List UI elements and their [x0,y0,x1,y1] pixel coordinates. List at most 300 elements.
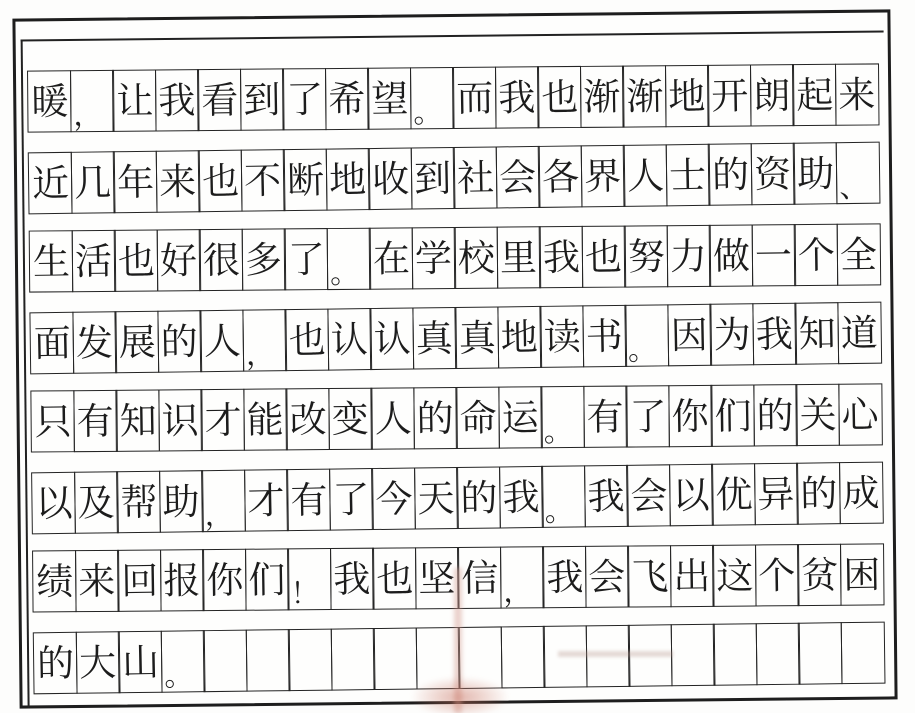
grid-cell [539,226,584,288]
grid-cell [837,302,882,365]
handwritten-character: 。 [412,94,443,130]
handwritten-character: 里 [499,235,538,280]
grid-cell [541,386,586,448]
handwritten-character: 年 [116,160,155,204]
handwritten-character: 你 [205,558,244,602]
handwritten-character: 认 [373,316,411,361]
grid-cell [456,387,501,449]
handwritten-character: 看 [200,78,239,122]
handwritten-character: 绩 [35,559,74,604]
grid-cell [708,143,753,206]
grid-cell [750,64,795,126]
grid-cell [71,230,116,292]
grid-cell [330,548,375,610]
grid-cell [197,69,242,131]
grid-cell [795,302,840,365]
grid-cell [792,64,837,126]
handwritten-character: 而 [455,76,494,120]
grid-cell [200,389,245,451]
handwritten-character: 学 [414,236,453,280]
grid-cell [413,387,458,449]
handwritten-character: 才 [203,398,242,442]
grid-cell [370,387,415,449]
grid-cell [74,471,119,534]
grid-cell [458,626,503,689]
handwritten-character: 了 [332,477,371,522]
grid-cell [623,144,668,207]
handwritten-character: 做 [712,233,751,278]
handwritten-character: 我 [545,555,584,599]
grid-cell [325,68,370,130]
grid-cell [327,308,372,371]
handwritten-character: 我 [755,312,794,356]
grid-cell [540,305,585,368]
handwritten-character: 助 [796,151,835,196]
grid-cell [114,229,159,291]
grid-cell [542,546,587,608]
grid-cell [670,545,715,607]
grid-row [33,622,886,695]
grid-cell [454,227,499,289]
grid-cell [626,464,671,527]
handwritten-character: 力 [669,234,708,278]
handwritten-character: 希 [328,77,366,121]
handwritten-character: 人 [626,153,665,198]
grid-cell [117,549,162,611]
handwritten-character: 不 [243,158,282,203]
handwritten-character: 全 [839,232,878,277]
handwritten-character: 了 [629,394,667,439]
handwritten-character: 暖 [30,79,69,124]
grid-cell [198,150,243,213]
handwritten-character: 心 [841,392,880,437]
grid-row [27,63,879,132]
handwritten-character: 的 [36,641,75,685]
grid-cell [284,228,329,290]
grid-cell [453,146,498,209]
grid-cell [627,545,672,607]
handwritten-character: 几 [73,160,112,205]
handwritten-character: 近 [31,161,70,205]
grid-cell [159,470,204,533]
grid-cell [710,303,755,366]
handwritten-character: ， [502,574,533,609]
grid-cell [72,311,117,374]
grid-cell [712,544,757,606]
grid-cell [287,548,332,610]
grid-cell [836,223,881,285]
handwritten-character: 真 [415,316,454,361]
handwritten-character: 也 [288,318,326,362]
grid-cell [840,543,885,605]
handwritten-character: 出 [673,554,711,598]
grid-cell [626,385,671,447]
grid-cell [457,547,502,609]
grid-cell [794,224,839,286]
handwritten-character: 努 [627,234,666,279]
grid-cell [797,544,842,606]
handwritten-character: 。 [163,658,194,693]
handwritten-character: 的 [160,319,199,364]
handwritten-character: 生 [32,239,70,284]
handwritten-character: 社 [456,155,495,200]
handwritten-character: 也 [117,238,155,283]
grid-cell [456,466,501,529]
grid-cell [755,544,800,606]
grid-cell [27,70,72,132]
grid-cell [455,306,500,369]
grid-cell [158,389,203,451]
grid-cell [245,629,290,692]
handwritten-character: 你 [671,394,710,438]
handwritten-character: 也 [584,234,623,279]
grid-cell [157,310,202,373]
handwritten-character: 我 [587,474,626,518]
handwritten-character: 展 [118,320,156,364]
grid-cell [243,388,288,450]
handwritten-character: 为 [713,312,752,357]
handwritten-character: 成 [842,471,881,515]
grid-cell [411,227,456,289]
grid-cell [412,307,457,370]
grid-cell [329,468,374,531]
handwritten-character: 以 [672,473,711,517]
handwritten-character: 因 [670,313,709,357]
handwritten-character: 的 [711,152,750,197]
handwritten-character: 有 [289,477,328,522]
handwritten-character: 地 [328,157,367,202]
grid-cell [368,148,413,211]
handwritten-character: 读 [543,314,581,359]
handwritten-character: 来 [78,559,116,603]
handwritten-character: 资 [754,152,792,196]
grid-cell [113,151,158,214]
grid-cell [283,149,328,212]
grid-cell [328,388,373,450]
handwritten-character: 我 [333,557,371,601]
grid-cell [73,390,118,452]
handwritten-character: 报 [163,558,201,603]
handwritten-character: 。 [543,413,574,449]
grid-cell [285,388,330,450]
grid-cell [835,142,880,205]
handwritten-character: 很 [202,238,240,282]
handwritten-character: 断 [286,158,325,202]
handwritten-character: 天 [417,476,456,521]
handwritten-character: 到 [413,156,452,201]
handwritten-character: 士 [668,153,707,197]
handwritten-character: 来 [838,72,876,117]
grid-cell [199,229,244,291]
grid-cell [585,625,630,688]
composition-grid [27,63,885,694]
handwritten-character: 的 [799,471,838,516]
handwritten-character: 也 [540,75,579,119]
grid-cell [582,305,627,368]
handwritten-character: 我 [158,78,196,123]
handwritten-character: 认 [330,317,369,362]
handwritten-character: 有 [586,394,625,439]
grid-cell [580,66,625,128]
handwritten-character: 只 [33,399,72,444]
grid-cell [495,66,540,128]
grid-cell [371,468,416,531]
grid-cell [838,383,883,445]
handwritten-character: 也 [375,556,414,601]
handwritten-character: 、 [838,169,869,205]
grid-cell [584,465,629,528]
grid-cell [201,470,246,533]
handwritten-character: 了 [285,77,324,122]
handwritten-character: 校 [457,236,496,280]
grid-cell [668,385,713,447]
handwritten-character: 也 [201,159,240,203]
grid-cell [330,628,375,691]
grid-cell [241,228,286,290]
handwritten-character: 的 [756,393,795,438]
grid-cell [370,308,415,371]
grid-row [30,383,882,452]
grid-cell [669,464,714,527]
grid-cell [245,548,290,610]
handwritten-character: 变 [331,397,370,441]
grid-cell [665,65,710,127]
handwritten-character: 我 [542,235,581,279]
handwritten-character: 山 [121,640,160,684]
handwritten-character: 面 [32,321,71,365]
grid-cell [628,624,673,687]
grid-cell [373,627,418,690]
grid-cell [665,144,710,207]
handwritten-character: ， [72,97,103,133]
grid-cell [112,69,157,131]
grid-cell [415,547,460,609]
grid-cell [155,69,200,131]
handwritten-character: 贫 [800,553,839,597]
handwritten-character: 困 [843,552,881,597]
handwritten-character: 会 [498,155,537,200]
handwritten-character: 才 [247,478,286,523]
grid-cell [755,623,800,686]
handwritten-character: 及 [77,480,116,525]
handwritten-character: 们 [714,393,752,438]
grid-cell [841,622,886,685]
grid-cell [667,304,712,367]
handwritten-character: 。 [627,332,658,367]
grid-cell [711,463,756,526]
handwritten-character: 这 [715,553,754,598]
handwritten-character: 知 [798,311,837,356]
handwritten-character: 真 [458,315,496,360]
paper-sheet [12,9,897,708]
grid-cell [538,145,583,208]
grid-cell [498,386,543,448]
grid-cell [750,143,795,206]
grid-cell [581,226,626,288]
grid-cell [372,547,417,609]
grid-cell [752,303,797,366]
handwritten-character: 命 [459,396,497,440]
grid-cell [70,70,115,132]
grid-cell [29,312,74,375]
grid-cell [580,145,625,208]
handwritten-character: 道 [840,311,879,355]
handwritten-character: 地 [500,315,539,360]
grid-cell [410,67,455,129]
handwritten-character: 优 [714,472,753,517]
handwritten-character: 异 [757,472,796,516]
handwritten-character: 界 [583,154,622,198]
handwritten-character: 开 [710,73,749,118]
grid-cell [75,631,120,694]
handwritten-character: ， [245,337,275,372]
handwritten-character: 坚 [418,556,456,600]
grid-cell [713,623,758,686]
handwritten-character: 渐 [625,74,664,119]
grid-cell [410,147,455,210]
grid-row [29,302,882,375]
grid-cell [75,550,120,612]
handwritten-character: 改 [288,397,327,442]
grid-cell [798,622,843,685]
grid-cell [796,462,841,525]
handwritten-character: 地 [668,74,706,118]
handwritten-character: 识 [161,398,200,443]
handwritten-character: 。 [544,493,575,528]
grid-cell [325,148,370,211]
grid-cell [29,230,74,292]
grid-cell [796,384,841,446]
handwritten-character: 一 [754,233,793,278]
grid-cell [282,68,327,130]
handwritten-character: 收 [371,156,410,201]
grid-cell [754,463,799,526]
handwritten-character: 望 [370,76,409,121]
grid-row [32,543,884,612]
handwritten-character: 起 [795,73,834,117]
grid-cell [116,471,161,534]
handwritten-character: 帮 [119,480,158,524]
grid-cell [585,546,630,608]
grid-cell [495,146,540,209]
grid-cell [751,224,796,286]
handwritten-character: 能 [246,397,285,442]
handwritten-character: 活 [74,239,113,283]
handwritten-character: 以 [34,481,73,525]
handwritten-character: 人 [374,396,412,441]
grid-cell [31,472,76,535]
grid-cell [160,549,205,611]
handwritten-character: 我 [498,75,536,120]
handwritten-character: 人 [203,319,241,363]
grid-cell [753,384,798,446]
handwritten-character: 飞 [630,554,669,599]
grid-cell [286,469,331,532]
grid-cell [199,310,244,373]
handwritten-character: 会 [629,473,668,518]
grid-cell [202,549,247,611]
handwritten-character: 到 [243,77,281,122]
handwritten-character: ！ [290,576,320,611]
grid-cell [28,152,73,215]
handwritten-character: 各 [541,154,580,199]
grid-cell [666,225,711,287]
grid-cell [160,630,205,693]
grid-cell [326,228,371,290]
grid-cell [244,469,289,532]
grid-cell [369,227,414,289]
grid-cell [711,384,756,446]
grid-cell [583,386,628,448]
grid-row [28,142,881,215]
grid-cell [288,629,333,692]
handwritten-character: 发 [75,320,114,365]
grid-cell [499,466,544,529]
handwritten-character: 的 [459,475,498,520]
grid-cell [118,631,163,694]
grid-cell [155,150,200,213]
grid-cell [541,465,586,528]
grid-cell [240,149,285,212]
handwritten-character: 回 [120,558,159,603]
grid-cell [543,625,588,688]
handwritten-character: 们 [248,557,286,602]
grid-cell [839,462,884,525]
handwritten-character: 渐 [583,74,621,119]
handwritten-character: 在 [372,236,410,281]
handwritten-character: 书 [585,314,624,358]
grid-cell [240,68,285,130]
grid-cell [497,306,542,369]
grid-cell [496,226,541,288]
grid-cell [500,626,545,689]
handwritten-character: 信 [460,556,499,600]
grid-cell [625,304,670,367]
handwritten-character: 让 [115,78,154,123]
grid-cell [415,627,460,690]
grid-cell [537,66,582,128]
handwritten-character: 我 [502,475,541,520]
grid-cell [414,467,459,530]
grid-cell [32,550,77,612]
grid-cell [624,225,669,287]
handwritten-character: 会 [588,554,626,599]
handwritten-character: 助 [162,479,201,524]
handwritten-character: 个 [758,553,796,598]
handwritten-character: 好 [159,238,198,283]
grid-cell [622,65,667,127]
grid-cell [793,142,838,205]
handwritten-character: 来 [158,159,197,204]
grid-cell [500,546,545,608]
grid-cell [30,390,75,452]
handwritten-character: 关 [799,393,837,437]
handwritten-character: 大 [78,640,117,685]
grid-row [31,462,884,535]
handwritten-character: 运 [501,395,540,440]
grid-cell [156,229,201,291]
handwritten-character: 了 [287,237,325,282]
grid-cell [367,67,412,129]
grid-cell [452,67,497,129]
handwritten-character: ， [204,497,235,533]
handwritten-character: 有 [76,399,115,443]
handwritten-character: 个 [797,233,836,277]
grid-cell [709,224,754,286]
handwritten-character: 今 [374,476,413,521]
handwritten-character: 多 [244,237,283,282]
handwritten-character: 。 [329,255,359,291]
